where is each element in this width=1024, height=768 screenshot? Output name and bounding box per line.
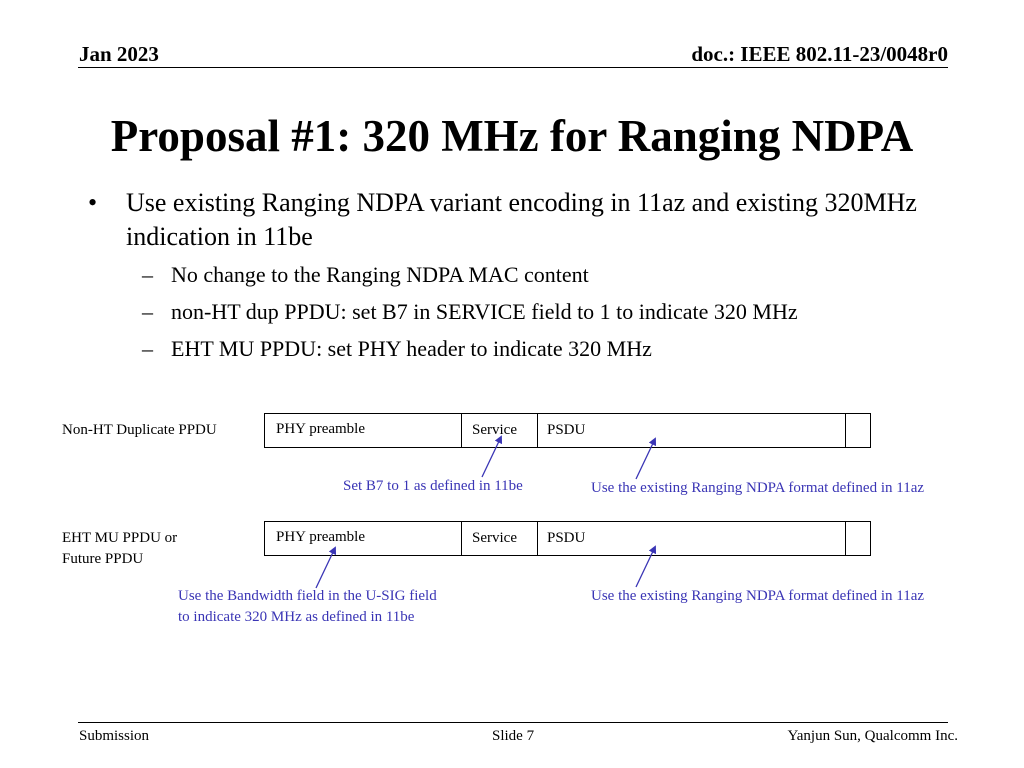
annotation-preamble-row2-line1: Use the Bandwidth field in the U-SIG field [178,588,437,604]
row1-psdu-label: PSDU [547,422,586,438]
row2-phy-preamble-label: PHY preamble [276,529,366,545]
row2-label-line1: EHT MU PPDU or [62,530,178,546]
slide-title: Proposal #1: 320 MHz for Ranging NDPA [110,111,914,161]
row1-service-label: Service [472,422,517,438]
annotation-psdu-row1: Use the existing Ranging NDPA format defined in 11az [591,480,925,496]
row2-label-line2: Future PPDU [62,551,144,567]
arrow-preamble-row2 [316,548,335,588]
footer-author: Yanjun Sun, Qualcomm Inc. [787,728,958,744]
footer-divider [78,722,948,723]
row1-label: Non-HT Duplicate PPDU [62,422,217,438]
sub-bullet-3: EHT MU PPDU: set PHY header to indicate 320 MHz [171,336,652,361]
arrow-psdu-row2 [636,547,655,587]
arrow-psdu-row1 [636,439,655,479]
sub-bullet-marker: – [142,336,153,361]
annotation-preamble-row2-line2: to indicate 320 MHz as defined in 11be [178,609,415,625]
header-date: Jan 2023 [79,42,159,66]
row2-service-label: Service [472,530,517,546]
sub-bullet-marker: – [142,299,153,324]
sub-bullet-marker: – [142,262,153,287]
row1-phy-preamble-label: PHY preamble [276,421,366,437]
sub-bullet-2: non-HT dup PPDU: set B7 in SERVICE field to 1 to indicate 320 MHz [171,299,798,324]
annotation-preamble-row2 [178,586,437,628]
arrow-service-row1 [482,437,501,477]
bullet-main-text: Use existing Ranging NDPA variant encoding in 11az and existing 320MHz indication in 11be [126,188,917,251]
bullet-marker: • [88,188,98,217]
footer-submission: Submission [79,728,150,744]
header-doc-id: doc.: IEEE 802.11-23/0048r0 [691,42,948,66]
annotation-service-row1: Set B7 to 1 as defined in 11be [343,478,523,494]
sub-bullet-1: No change to the Ranging NDPA MAC content [171,262,589,287]
footer-slide-number: Slide 7 [492,728,535,744]
row2-psdu-label: PSDU [547,530,586,546]
annotation-psdu-row2: Use the existing Ranging NDPA format defined in 11az [591,588,925,604]
